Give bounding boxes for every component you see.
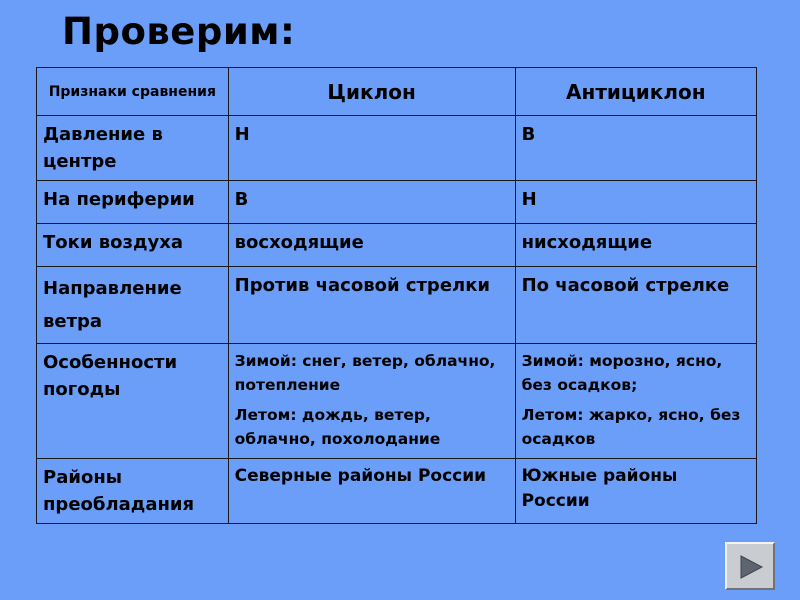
header-anticyclone: Антициклон (515, 68, 756, 116)
table-row (37, 224, 757, 267)
table-row (37, 181, 757, 224)
anticyclone-summer-text: Летом: жарко, ясно, без осадков (521, 406, 741, 448)
next-slide-button[interactable] (725, 542, 775, 590)
cyclone-cell (228, 344, 515, 459)
table-row (37, 116, 757, 181)
table-row (37, 459, 757, 524)
cyclone-cell: Северные районы России (228, 459, 515, 524)
feature-cell: Районы преобладания (37, 459, 229, 524)
feature-cell: Направление ветра (37, 267, 229, 344)
slide-title: Проверим: (62, 10, 296, 53)
anticyclone-cell: В (515, 116, 756, 181)
cyclone-cell: Н (228, 116, 515, 181)
feature-cell: Особенности погоды (37, 344, 229, 459)
anticyclone-cell: По часовой стрелке (515, 267, 756, 344)
cyclone-cell: Против часовой стрелки (228, 267, 515, 344)
anticyclone-cell (515, 344, 756, 459)
feature-cell: Токи воздуха (37, 224, 229, 267)
header-features: Признаки сравнения (37, 68, 229, 116)
anticyclone-cell: нисходящие (515, 224, 756, 267)
play-arrow-icon (738, 554, 764, 580)
table-row (37, 344, 757, 459)
anticyclone-winter-text: Зимой: морозно, ясно, без осадков; (521, 352, 723, 394)
cyclone-winter-text: Зимой: снег, ветер, облачно, потепление (234, 352, 496, 394)
header-cyclone: Циклон (228, 68, 515, 116)
comparison-table (36, 67, 757, 524)
cyclone-summer-text: Летом: дождь, ветер, облачно, похолодание (234, 406, 441, 448)
feature-cell: На периферии (37, 181, 229, 224)
anticyclone-cell: Южные районы России (515, 459, 756, 524)
cyclone-cell: В (228, 181, 515, 224)
feature-cell: Давление в центре (37, 116, 229, 181)
cyclone-cell: восходящие (228, 224, 515, 267)
anticyclone-cell: Н (515, 181, 756, 224)
table-row (37, 267, 757, 344)
table-header-row (37, 68, 757, 116)
